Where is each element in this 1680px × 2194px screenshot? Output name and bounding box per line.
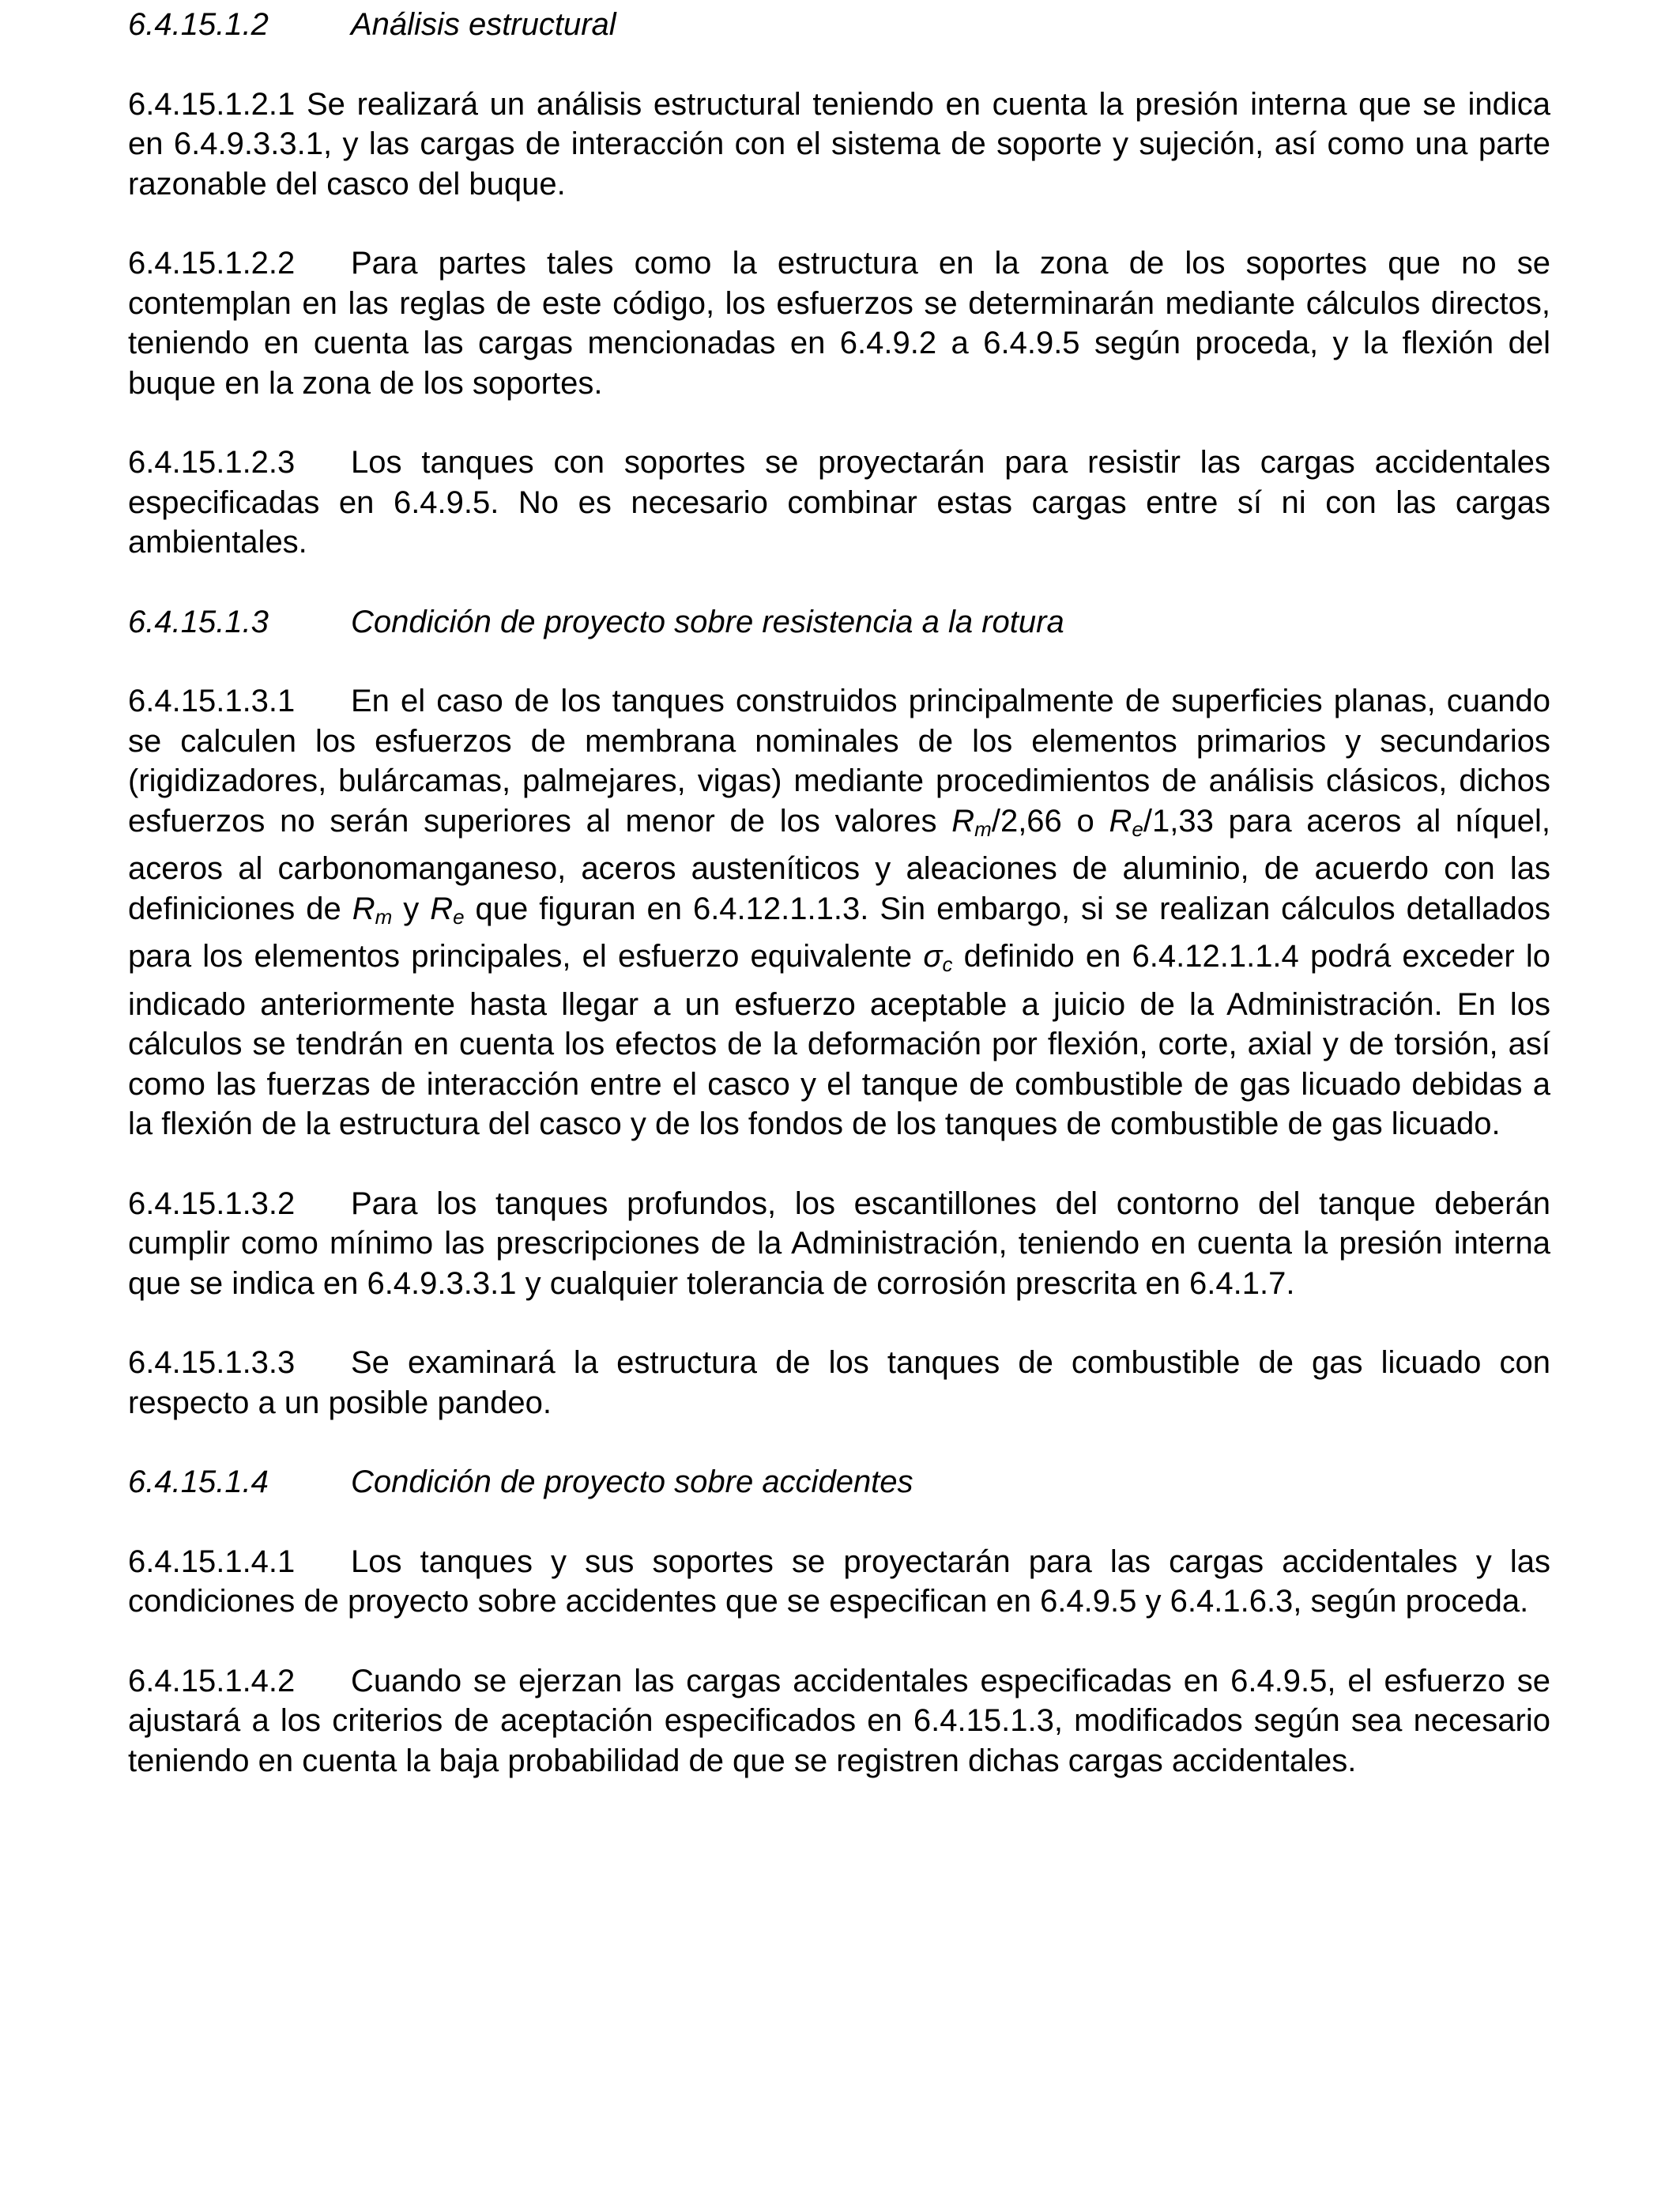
section-heading-6-4-15-1-3 bbox=[128, 602, 1550, 643]
section-title: Condición de proyecto sobre resistencia a la rotura bbox=[351, 604, 1064, 639]
paragraph-text-part: /1,33 para aceros al níquel, aceros al carbonomanganeso, aceros austeníticos y aleaciones de aluminio, de acuerdo con las definiciones de bbox=[128, 803, 1551, 926]
paragraph-number: 6.4.15.1.2.1 bbox=[128, 86, 296, 122]
paragraph-number: 6.4.15.1.3.3 bbox=[128, 1345, 296, 1380]
paragraph-6-4-15-1-3-2 bbox=[128, 1184, 1550, 1304]
paragraph-6-4-15-1-3-1 bbox=[128, 681, 1550, 1144]
paragraph-text: Para los tanques profundos, los escantillones del contorno del tanque deberán cumplir como mínimo las prescripciones de la Administración, teniendo en cuenta la presión interna que se indica en 6.4.9.3.3.1 y cualquier tolerancia de corrosión prescrita en 6.4.1.7. bbox=[128, 1186, 1550, 1301]
paragraph-text-part: En el caso de los tanques construidos principalmente de superficies planas, cuando se calculen los esfuerzos de membrana nominales de los elementos primarios y secundarios (rigidizadores, bulárcamas, palmejares, vigas) mediante procedimientos de análisis clásicos, dichos esfuerzos no serán superiores al menor de los valores bbox=[128, 684, 1550, 839]
section-title: Condición de proyecto sobre accidentes bbox=[351, 1465, 913, 1499]
symbol-r: R bbox=[951, 803, 975, 839]
paragraph-number: 6.4.15.1.3.1 bbox=[128, 684, 296, 718]
paragraph-text: Para partes tales como la estructura en la zona de los soportes que no se contemplan en las reglas de este código, los esfuerzos se determinarán mediante cálculos directos, teniendo en cuenta las cargas mencionadas en 6.4.9.2 a 6.4.9.5 según proceda, y la flexión del buque en la zona de los soportes. bbox=[128, 246, 1550, 401]
paragraph-number: 6.4.15.1.3.2 bbox=[128, 1186, 296, 1221]
subscript-e: e bbox=[1132, 816, 1143, 841]
paragraph-text-part: que figuran en 6.4.12.1.1.3. Sin embargo, si se realizan cálculos detallados para los elementos principales, el esfuerzo equivalente bbox=[128, 891, 1550, 974]
paragraph-text-part: definido en 6.4.12.1.1.4 podrá exceder lo indicado anteriormente hasta llegar a un esfuerzo aceptable a juicio de la Administración. En los cálculos se tendrán en cuenta los efectos de la deformación por flexión, corte, axial y de torsión, así como las fuerzas de interacción entre el casco y el tanque de combustible de gas licuado debidas a la flexión de la estructura del casco y de los fondos de los tanques de combustible de gas licuado. bbox=[128, 939, 1550, 1141]
paragraph-text: Los tanques con soportes se proyectarán para resistir las cargas accidentales especificadas en 6.4.9.5. No es necesario combinar estas cargas entre sí ni con las cargas ambientales. bbox=[128, 445, 1550, 560]
section-title: Análisis estructural bbox=[351, 7, 616, 42]
paragraph-6-4-15-1-2-3 bbox=[128, 443, 1550, 563]
symbol-r: R bbox=[430, 891, 454, 926]
symbol-sigma: σ bbox=[923, 939, 943, 974]
paragraph-text-part: /2,66 o bbox=[991, 803, 1109, 839]
paragraph-text: Se examinará la estructura de los tanques de combustible de gas licuado con respecto a un posible pandeo. bbox=[128, 1345, 1550, 1420]
symbol-r: R bbox=[1109, 803, 1132, 839]
subscript-e: e bbox=[453, 904, 465, 929]
section-number: 6.4.15.1.4 bbox=[128, 1465, 269, 1499]
section-heading-6-4-15-1-2 bbox=[128, 5, 1550, 45]
paragraph-6-4-15-1-3-3 bbox=[128, 1343, 1550, 1423]
paragraph-text: Los tanques y sus soportes se proyectarán para las cargas accidentales y las condiciones de proyecto sobre accidentes que se especifican en 6.4.9.5 y 6.4.1.6.3, según proceda. bbox=[128, 1544, 1550, 1619]
subscript-c: c bbox=[942, 952, 953, 976]
paragraph-6-4-15-1-4-1 bbox=[128, 1542, 1550, 1622]
subscript-m: m bbox=[974, 816, 992, 841]
paragraph-text: Se realizará un análisis estructural teniendo en cuenta la presión interna que se indica en 6.4.9.3.3.1, y las cargas de interacción con el sistema de soporte y sujeción, así como una parte razonable del casco del buque. bbox=[128, 86, 1550, 202]
paragraph-number: 6.4.15.1.2.3 bbox=[128, 445, 296, 480]
section-number: 6.4.15.1.2 bbox=[128, 7, 269, 42]
paragraph-6-4-15-1-2-1 bbox=[128, 85, 1550, 205]
subscript-m: m bbox=[375, 904, 393, 929]
paragraph-number: 6.4.15.1.4.2 bbox=[128, 1663, 296, 1698]
document-page bbox=[128, 5, 1550, 1781]
paragraph-text-part: y bbox=[392, 891, 431, 926]
paragraph-number: 6.4.15.1.2.2 bbox=[128, 246, 296, 281]
section-heading-6-4-15-1-4 bbox=[128, 1462, 1550, 1502]
paragraph-number: 6.4.15.1.4.1 bbox=[128, 1544, 296, 1579]
paragraph-6-4-15-1-4-2 bbox=[128, 1661, 1550, 1781]
paragraph-6-4-15-1-2-2 bbox=[128, 243, 1550, 403]
section-number: 6.4.15.1.3 bbox=[128, 604, 269, 639]
symbol-r: R bbox=[352, 891, 375, 926]
paragraph-text: Cuando se ejerzan las cargas accidentales especificadas en 6.4.9.5, el esfuerzo se ajustará a los criterios de aceptación especificados en 6.4.15.1.3, modificados según sea necesario teniendo en cuenta la baja probabilidad de que se registren dichas cargas accidentales. bbox=[128, 1663, 1550, 1778]
